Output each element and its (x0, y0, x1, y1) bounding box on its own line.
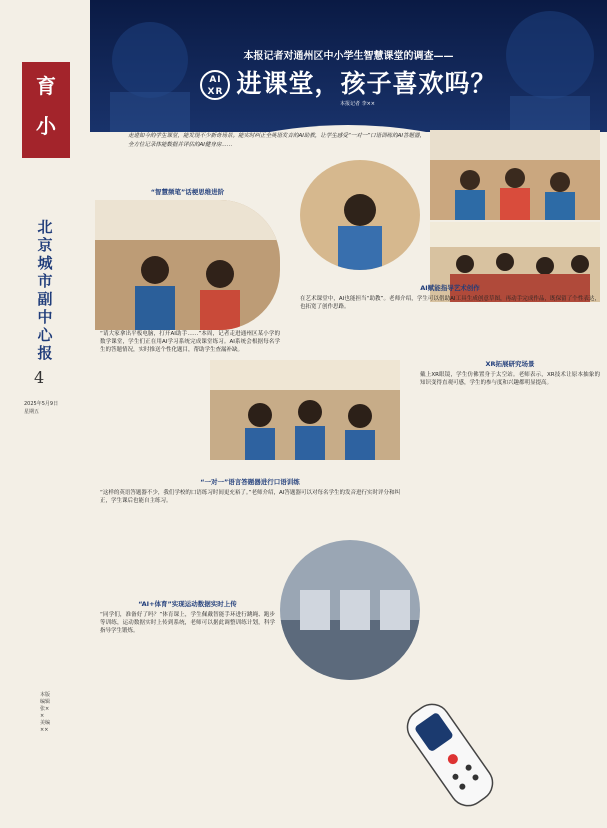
section-char-2: 小 (36, 114, 56, 138)
section-title: “智慧频笔”话梗思维进阶 (150, 188, 225, 196)
section-title: XR拓展研究场景 (485, 360, 535, 368)
masthead-sidebar (0, 0, 90, 828)
main-headline (90, 64, 607, 100)
ai-xr-badge (200, 70, 230, 100)
section-title: AI赋能指导艺术创作 (420, 284, 480, 292)
section-text: 戴上XR眼镜，学生仿佛置身于太空站。老师表示，XR技术让原本抽象的知识变得直观可感，学生的参与度和兴趣都明显提高。 (420, 372, 600, 386)
section-language (100, 478, 400, 505)
page-number: 4 (34, 368, 45, 387)
photo-classroom (430, 130, 600, 220)
headline-kicker: 本报记者对通州区中小学生智慧课堂的调查—— (243, 51, 454, 62)
headline-banner (90, 0, 607, 150)
section-text: “请大家拿出平板电脑，打开AI助手……”本周，记者走进通州区某小学的数学课堂，学生们正在用AI学习系统完成课堂练习。AI系统会根据每名学生的答题情况，实时推送个性化题目，帮助学生查漏补缺。 (100, 331, 280, 353)
section-text: 在艺术课堂中，AI也能担当“助教”。老师介绍，学生可以借助AI工具生成创意草图，再动手完成作品，既保留了个性表达，也拓宽了创作思路。 (300, 296, 600, 310)
headline-text: 进课堂，孩子喜欢吗？ (236, 69, 497, 98)
section-sports (100, 600, 275, 635)
section-ai-thinking-body (100, 330, 280, 354)
section-text: “这样的英语答题器不少，我们学校的口语练习时间更充裕了。”老师介绍，AI答题器可以对每名学生的发音进行实时评分和纠正，学生课后也能自主练习。 (100, 490, 400, 504)
photo-xr-class (210, 360, 400, 460)
photo-answer-device (390, 690, 510, 820)
classroom-image (430, 130, 600, 220)
tablet-class-image (95, 200, 280, 330)
answer-device-image (390, 690, 510, 820)
art-class-image (300, 160, 420, 270)
section-char-1: 育 (36, 74, 56, 98)
section-art (300, 284, 600, 311)
section-title: “一对一”语言答题器进行口语训练 (200, 478, 300, 486)
date-text: 2025年5月9日 (24, 401, 59, 407)
badge-xr: XR (207, 87, 224, 97)
badge-ai: AI (209, 75, 222, 85)
weekday-text: 星期五 (24, 409, 40, 415)
photo-tablet-class (95, 200, 280, 330)
footer-credit: 本版编辑 张×× 美编 ×× (40, 692, 51, 733)
lead-paragraph: 走进如今的学生课堂，能发现不少新奇场景。能实时纠正全英语发音的AI助教，让学生感受“一对一”口语训练的AI答题器，全方位记录体能数据并评估的AI健身房…… (128, 133, 425, 148)
gym-image (280, 540, 420, 680)
section-label (22, 62, 70, 158)
photo-art-class (300, 160, 420, 270)
xr-class-image (210, 360, 400, 460)
photo-gym (280, 540, 420, 680)
issue-date (24, 400, 68, 416)
section-text: “同学们，准备好了吗？”体育课上，学生佩戴智能手环进行跳绳、跑步等训练，运动数据实时上传到系统，老师可以据此调整训练计划，科学指导学生锻炼。 (100, 612, 275, 634)
byline: 本报记者 李×× (340, 101, 375, 107)
newspaper-name: 北京城市副中心报 (37, 218, 53, 362)
section-xr (420, 360, 600, 387)
section-title: “AI+体育”实现运动数据实时上传 (138, 600, 237, 608)
